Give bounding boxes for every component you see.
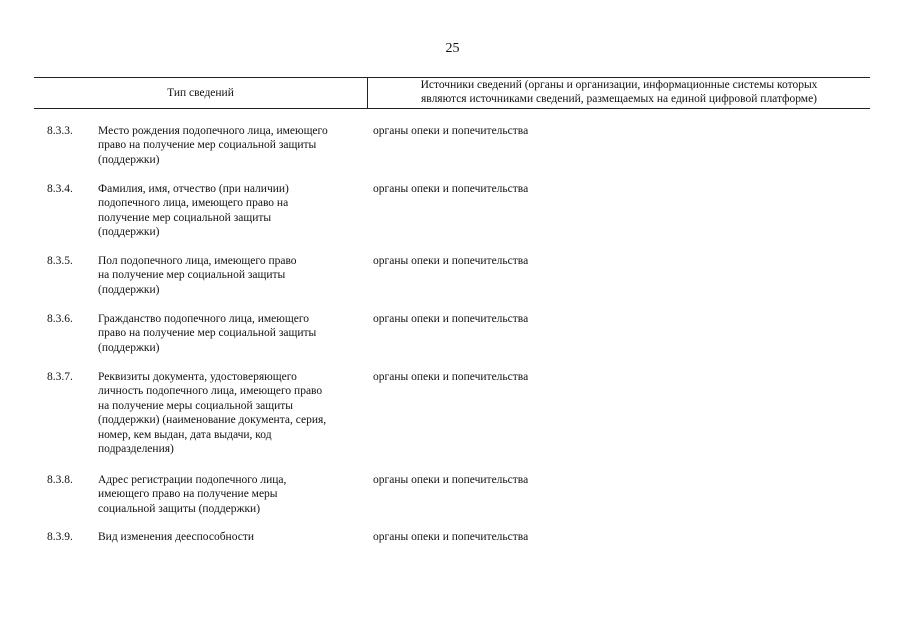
row-number: 8.3.7. <box>47 371 73 383</box>
row-info-type: Гражданство подопечного лица, имеющего право на получение мер социальной защиты (поддержки) <box>98 313 317 354</box>
row-info-type: Адрес регистрации подопечного лица, имеющего право на получение меры социальной защиты (поддержки) <box>98 474 287 515</box>
row-number: 8.3.3. <box>47 125 73 137</box>
row-info-type: Реквизиты документа, удостоверяющего личность подопечного лица, имеющего право на получение меры социальной защиты (поддержки) (наименование документа, серия, номер, кем выдан, дата выдачи, код подразделения) <box>98 371 327 456</box>
column-header-info-sources: Источники сведений (органы и организации, информационные системы которых являются источниками сведений, размещаемых на единой цифровой платформе) <box>420 79 818 105</box>
table-header-bottom-rule <box>34 108 870 109</box>
row-info-type: Пол подопечного лица, имеющего право на получение мер социальной защиты (поддержки) <box>98 255 297 296</box>
row-info-type: Фамилия, имя, отчество (при наличии) подопечного лица, имеющего право на получение мер социальной защиты (поддержки) <box>98 183 289 239</box>
row-number: 8.3.8. <box>47 474 73 486</box>
row-number: 8.3.4. <box>47 183 73 195</box>
row-info-source: органы опеки и попечительства <box>373 255 529 267</box>
row-info-source: органы опеки и попечительства <box>373 371 529 383</box>
row-info-source: органы опеки и попечительства <box>373 313 529 325</box>
row-info-type: Место рождения подопечного лица, имеющего право на получение мер социальной защиты (поддержки) <box>98 125 328 166</box>
page-number: 25 <box>445 41 460 56</box>
row-info-source: органы опеки и попечительства <box>373 183 529 195</box>
row-number: 8.3.5. <box>47 255 73 267</box>
row-info-source: органы опеки и попечительства <box>373 531 529 543</box>
row-number: 8.3.6. <box>47 313 73 325</box>
row-info-type: Вид изменения дееспособности <box>98 531 255 543</box>
row-info-source: органы опеки и попечительства <box>373 125 529 137</box>
row-number: 8.3.9. <box>47 531 73 543</box>
row-info-source: органы опеки и попечительства <box>373 474 529 486</box>
column-header-info-type: Тип сведений <box>167 87 234 99</box>
table-header-top-rule <box>34 77 870 78</box>
